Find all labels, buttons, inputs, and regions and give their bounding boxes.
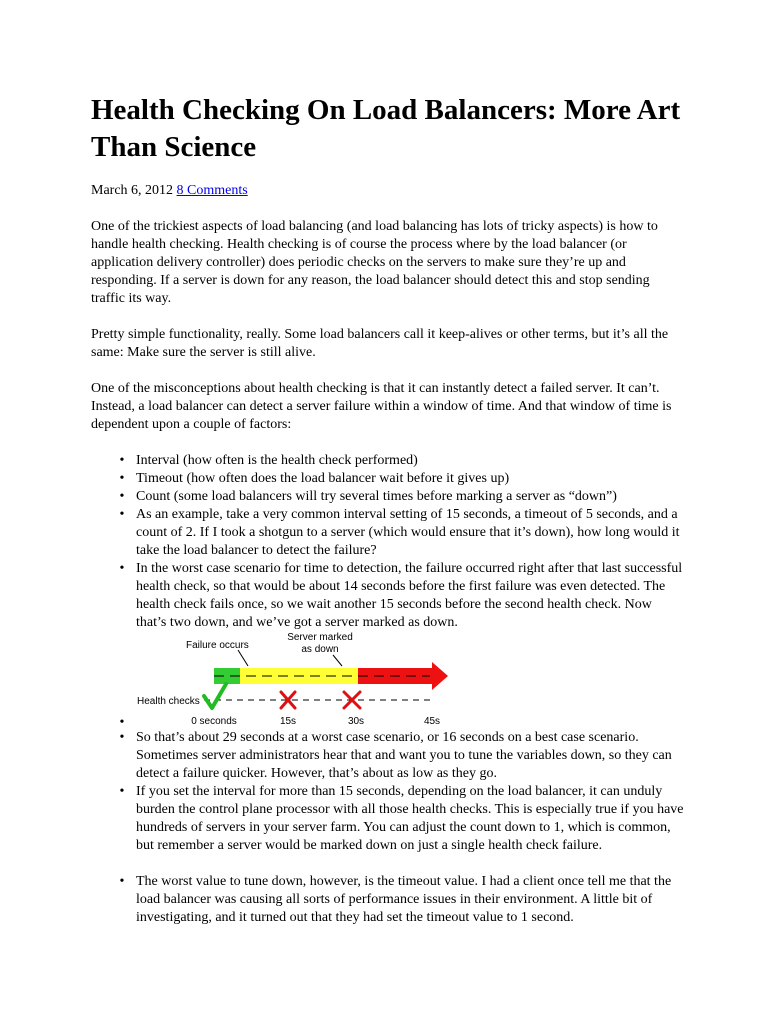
tick-label: 15s	[279, 716, 297, 727]
list-item: In the worst case scenario for time to detection, the failure occurred right after that last successful health check, so that would be about 14 seconds before the first failure was even detected. The health check fails once, so we wait another 15 seconds before the second health check. Now that’s two down, and we’ve got a server marked as down.	[136, 561, 683, 630]
bullet-icon: •	[119, 561, 125, 576]
list-item: Timeout (how often does the load balancer wait before it gives up)	[136, 471, 510, 486]
bullet-icon: •	[119, 453, 125, 468]
paragraph-keepalives: Pretty simple functionality, really. Some load balancers call it keep-alives or other terms, but it’s all the same: Make sure the server is still alive.	[91, 327, 669, 360]
health-checks-label: Health checks	[137, 696, 200, 707]
bullet-icon: •	[119, 489, 125, 504]
health-check-timeline-diagram	[130, 628, 460, 730]
success-check-icon	[204, 684, 226, 708]
list-item: If you set the interval for more than 15 seconds, depending on the load balancer, it can unduly burden the control plane processor with all those health checks. This is especially true if you have hundreds of servers in your server farm. You can adjust the count down to 1, which is common, but remember a server would be marked down on just a single health check failure.	[136, 784, 684, 853]
bullet-icon: •	[119, 874, 125, 889]
bullet-icon: •	[119, 730, 125, 745]
bullet-icon: •	[119, 471, 125, 486]
list-item: As an example, take a very common interval setting of 15 seconds, a timeout of 5 seconds, and a count of 2. If I took a shotgun to a server (which would ensure that it’s down), how long would it take the load balancer to detect the failure?	[136, 507, 680, 558]
bullet-icon: •	[119, 784, 125, 799]
article-meta	[91, 182, 248, 200]
list-item: Count (some load balancers will try several times before marking a server as “down”)	[136, 489, 617, 504]
article-title: Health Checking On Load Balancers: More Art Than Science	[91, 94, 681, 163]
bullet-icon: •	[119, 507, 125, 522]
comments-link[interactable]: 8 Comments	[176, 183, 248, 198]
list-item: So that’s about 29 seconds at a worst case scenario, or 16 seconds on a best case scenario. Sometimes server administrators hear that and want you to tune the variables down, so they can detect a failure quicker. However, that’s about as low as they go.	[136, 730, 672, 781]
tick-label: 45s	[423, 716, 441, 727]
marked-pointer-line	[333, 655, 342, 666]
tick-label: 30s	[347, 716, 365, 727]
fail-x-icon	[344, 692, 360, 708]
bullet-icon: •	[119, 715, 125, 730]
list-item: Interval (how often is the health check performed)	[136, 453, 418, 468]
server-marked-label-line2: as down	[301, 644, 339, 655]
server-marked-label: Server marked	[287, 632, 353, 643]
paragraph-misconceptions: One of the misconceptions about health checking is that it can instantly detect a failed server. It can’t. Instead, a load balancer can detect a server failure within a window of time. And that window of time is dependent upon a couple of factors:	[91, 381, 672, 432]
failure-occurs-label: Failure occurs	[186, 640, 249, 651]
paragraph-intro: One of the trickiest aspects of load balancing (and load balancing has lots of tricky aspects) is how to handle health checking. Health checking is of course the process where by the load balancer (or application delivery controller) does periodic checks on the servers to make sure they’re up and responding. If a server is down for any reason, the load balancer should detect this and stop sending traffic its way.	[91, 219, 658, 306]
tick-label: 0 seconds	[191, 716, 237, 727]
article-date: March 6, 2012	[91, 183, 174, 198]
failure-pointer-line	[238, 650, 248, 666]
list-item: The worst value to tune down, however, is the timeout value. I had a client once tell me that the load balancer was causing all sorts of performance issues in their environment. A little bit of investigating, and it turned out that they had set the timeout value to 1 second.	[136, 874, 672, 925]
down-arrow-segment	[358, 662, 448, 690]
